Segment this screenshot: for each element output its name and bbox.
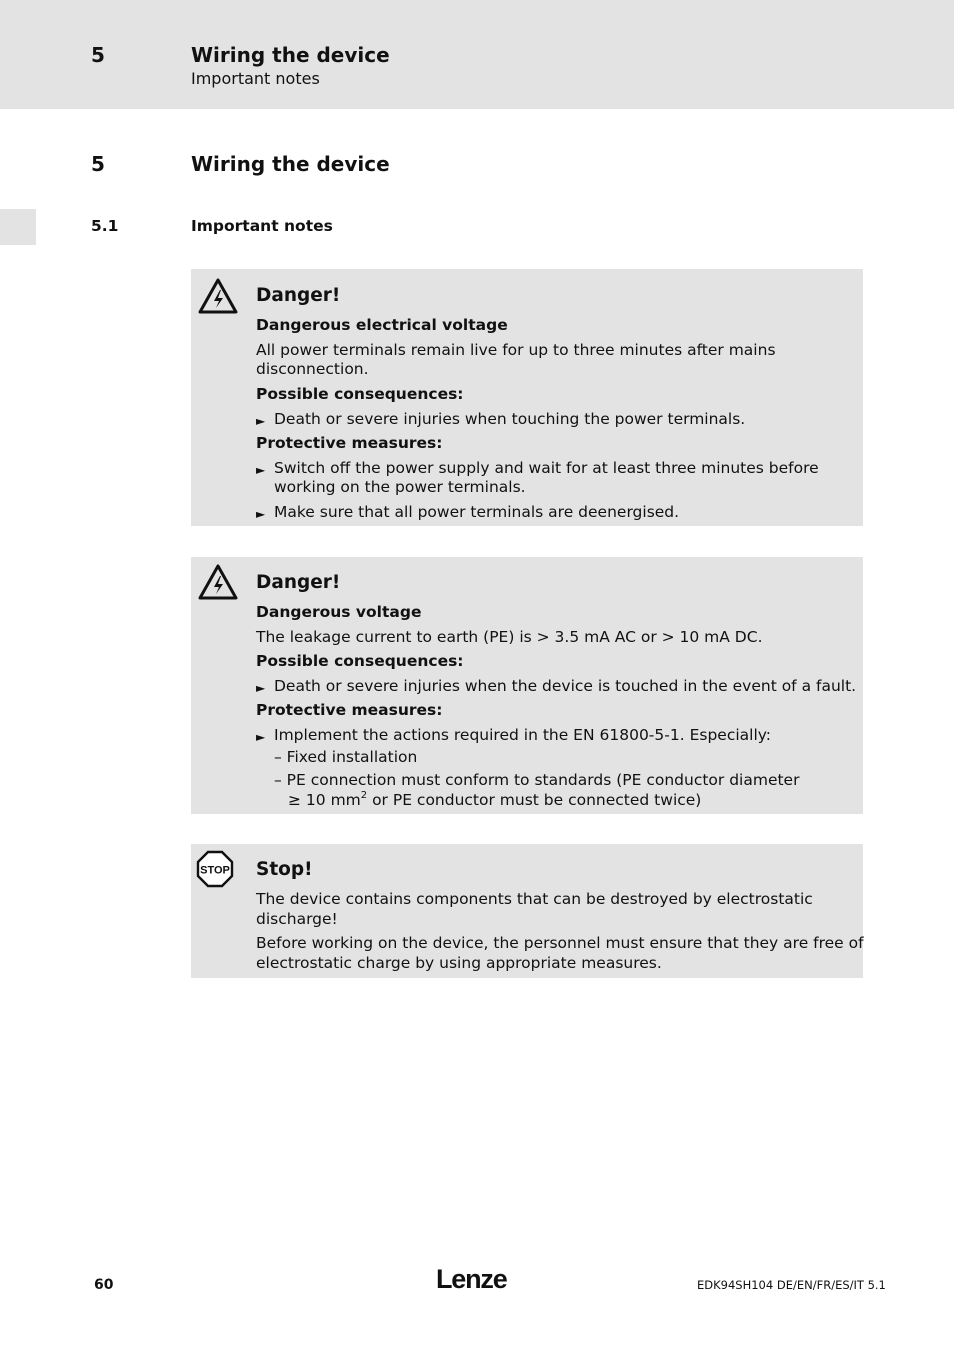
- consequences-label: Possible consequences:: [256, 652, 464, 670]
- notice-text-line: The device contains components that can be destroyed by electrostatic: [256, 890, 813, 908]
- notice-heading: Danger!: [256, 285, 341, 306]
- section-number: 5.1: [91, 217, 119, 235]
- header-subtitle: Important notes: [191, 69, 320, 88]
- measure-item: Switch off the power supply and wait for at least three minutes before: [274, 459, 819, 477]
- chapter-header-band: [0, 0, 954, 109]
- bullet-triangle-icon: ►: [256, 730, 266, 744]
- bullet-triangle-icon: ►: [256, 681, 266, 695]
- notice-subheading: Dangerous voltage: [256, 603, 422, 621]
- stop-notice-esd: [191, 844, 863, 978]
- notice-heading: Danger!: [256, 572, 341, 593]
- document-code: EDK94SH104 DE/EN/FR/ES/IT 5.1: [697, 1278, 886, 1292]
- header-chapter-title: Wiring the device: [191, 43, 390, 67]
- measures-label: Protective measures:: [256, 701, 443, 719]
- consequences-label: Possible consequences:: [256, 385, 464, 403]
- consequence-item: Death or severe injuries when touching the power terminals.: [274, 410, 746, 428]
- bullet-triangle-icon: ►: [256, 463, 266, 477]
- measure-item: Make sure that all power terminals are deenergised.: [274, 503, 680, 521]
- notice-text-line: Before working on the device, the personnel must ensure that they are free of: [256, 934, 864, 952]
- notice-text-line: The leakage current to earth (PE) is > 3.5 mA AC or > 10 mA DC.: [256, 628, 763, 646]
- notice-text-line: discharge!: [256, 910, 338, 928]
- danger-notice-electrical: [191, 269, 863, 526]
- header-chapter-number: 5: [91, 43, 105, 67]
- notice-text-line: disconnection.: [256, 360, 369, 378]
- lenze-logo: Lenze: [436, 1264, 507, 1294]
- page-number: 60: [94, 1277, 114, 1293]
- bullet-triangle-icon: ►: [256, 414, 266, 428]
- svg-text:STOP: STOP: [200, 864, 230, 877]
- side-thumb-tab: [0, 209, 36, 245]
- measure-item: Implement the actions required in the EN 61800-5-1. Especially:: [274, 726, 772, 744]
- notice-subheading: Dangerous electrical voltage: [256, 316, 508, 334]
- consequence-item: Death or severe injuries when the device is touched in the event of a fault.: [274, 677, 857, 695]
- measures-label: Protective measures:: [256, 434, 443, 452]
- stop-sign-icon: [196, 850, 234, 892]
- notice-text-line: All power terminals remain live for up to three minutes after mains: [256, 341, 776, 359]
- bullet-triangle-icon: ►: [256, 507, 266, 521]
- high-voltage-warning-icon: [197, 563, 239, 605]
- section-title: Important notes: [191, 217, 333, 235]
- notice-text-line: electrostatic charge by using appropriate measures.: [256, 954, 662, 972]
- sub-item: – Fixed installation: [274, 748, 418, 766]
- high-voltage-warning-icon: [197, 277, 239, 319]
- sub-item-continued: ≥ 10 $mm^2$ or PE conductor must be connected twice): [288, 789, 702, 809]
- chapter-number: 5: [91, 152, 105, 176]
- measure-item-continued: working on the power terminals.: [274, 478, 526, 496]
- sub-item: – PE connection must conform to standards (PE conductor diameter: [274, 771, 800, 789]
- danger-notice-leakage: [191, 557, 863, 814]
- notice-heading: Stop!: [256, 859, 313, 880]
- chapter-title: Wiring the device: [191, 152, 390, 176]
